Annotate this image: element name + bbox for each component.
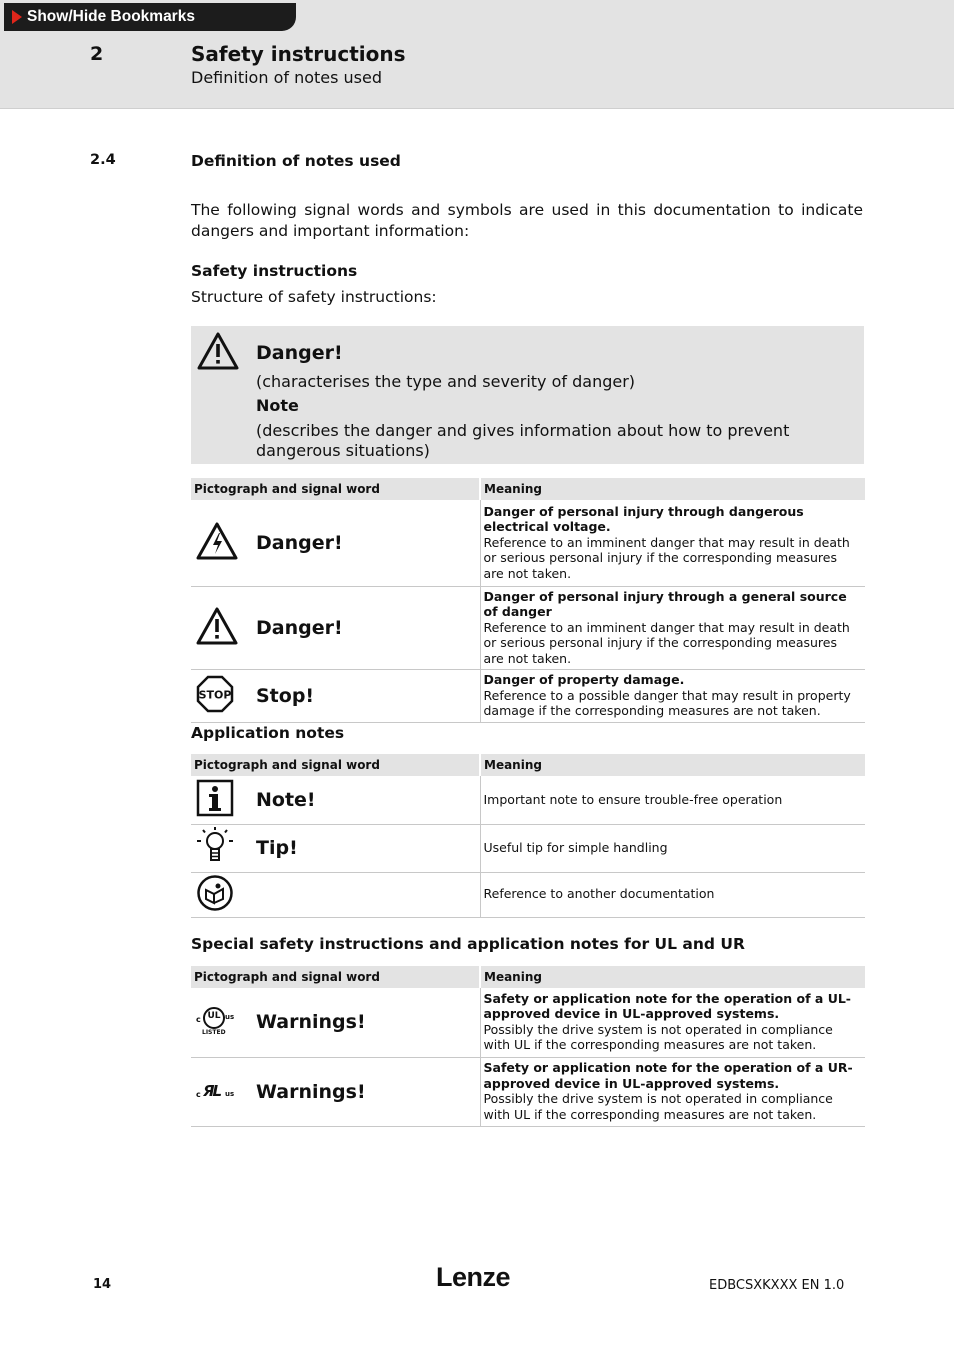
show-hide-bookmarks-button[interactable] [4,3,296,31]
meaning-column-header: Meaning [480,966,865,988]
meaning-text: Reference to a possible danger that may result in property damage if the corresponding measures are not taken. [483,687,851,718]
meaning-text: Reference to another documentation [480,872,865,917]
ur-recognized-icon [196,1082,236,1102]
table-row [191,1057,865,1126]
table-row [191,500,865,586]
general-hazard-icon [196,607,238,649]
signal-word: Note! [256,788,316,811]
table-row [191,586,865,670]
intro-paragraph: The following signal words and symbols are used in this documentation to indicate dangers and important information: [191,201,863,240]
meaning-text: Important note to ensure trouble-free operation [480,776,865,824]
red-arrow-icon [12,10,22,24]
signal-word: Tip! [256,837,298,859]
table-row [191,670,865,723]
table-row [191,824,865,872]
note-label: Note [256,396,299,415]
application-notes-table [191,754,865,918]
ul-letters: UL [207,1011,221,1022]
chapter-title: Safety instructions [191,42,406,66]
general-hazard-icon [197,332,239,374]
ul-ur-table [191,966,865,1127]
meaning-heading: Safety or application note for the operation of a UL-approved device in UL-approved systems. [483,990,851,1022]
meaning-column-header: Meaning [480,754,865,776]
ur-letters: ЯL [203,1081,221,1100]
danger-description: (describes the danger and gives information about how to prevent dangerous situations) [256,421,790,460]
meaning-heading: Danger of property damage. [483,672,685,687]
chapter-subtitle: Definition of notes used [191,68,383,87]
danger-characterisation: (characterises the type and severity of danger) [256,372,636,391]
table-row [191,776,865,824]
danger-title: Danger! [256,342,343,364]
ul-ur-heading: Special safety instructions and application notes for UL and UR [191,935,745,953]
table-row [191,872,865,917]
signal-word: Stop! [256,684,315,707]
electrical-hazard-icon [196,522,238,564]
pictograph-column-header: Pictograph and signal word [191,754,480,776]
meaning-text: Reference to an imminent danger that may result in death or serious personal injury if the corresponding measures are not taken. [483,534,850,581]
structure-label: Structure of safety instructions: [191,288,437,306]
table-row [191,988,865,1057]
svg-text:STOP: STOP [198,688,232,702]
ur-c-label: c [196,1089,201,1099]
meaning-heading: Safety or application note for the operation of a UR-approved device in UL-approved systems. [483,1060,853,1091]
lightbulb-icon [196,826,236,870]
pictograph-column-header: Pictograph and signal word [191,966,480,988]
meaning-text: Useful tip for simple handling [480,824,865,872]
info-icon [196,779,234,821]
page-number: 14 [93,1277,112,1292]
signal-word: Danger! [256,616,343,639]
ul-listed-icon [196,1007,236,1037]
document-id: EDBCSXKXXX EN 1.0 [709,1278,845,1293]
application-notes-heading: Application notes [191,724,345,742]
signal-word: Warnings! [256,1011,366,1034]
meaning-heading: Danger of personal injury through dangerous electrical voltage. [483,503,804,534]
ul-listed-label: LISTED [202,1029,226,1037]
ul-us-label: us [225,1013,235,1022]
meaning-column-header: Meaning [480,478,865,500]
safety-instructions-heading: Safety instructions [191,262,358,280]
signal-word: Danger! [256,531,343,554]
section-number: 2.4 [90,152,116,168]
chapter-number: 2 [90,43,104,65]
meaning-text: Reference to an imminent danger that may result in death or serious personal injury if the corresponding measures are not taken. [483,619,850,666]
stop-icon [196,675,234,717]
documentation-reference-icon [196,874,234,916]
safety-signal-table [191,478,865,723]
meaning-heading: Danger of personal injury through a general source of danger [483,588,847,619]
signal-word: Warnings! [256,1080,366,1103]
lenze-logo: Lenze [436,1262,511,1292]
pictograph-column-header: Pictograph and signal word [191,478,480,500]
bookmarks-label: Show/Hide Bookmarks [27,8,195,25]
danger-structure-box [191,326,864,464]
chapter-header [0,0,954,109]
meaning-text: Possibly the drive system is not operated in compliance with UL if the corresponding measures are not taken. [483,1021,833,1053]
ur-us-label: us [225,1089,235,1098]
section-title: Definition of notes used [191,152,401,170]
ul-c-label: c [196,1015,201,1025]
meaning-text: Possibly the drive system is not operated in compliance with UL if the corresponding measures are not taken. [483,1091,833,1122]
